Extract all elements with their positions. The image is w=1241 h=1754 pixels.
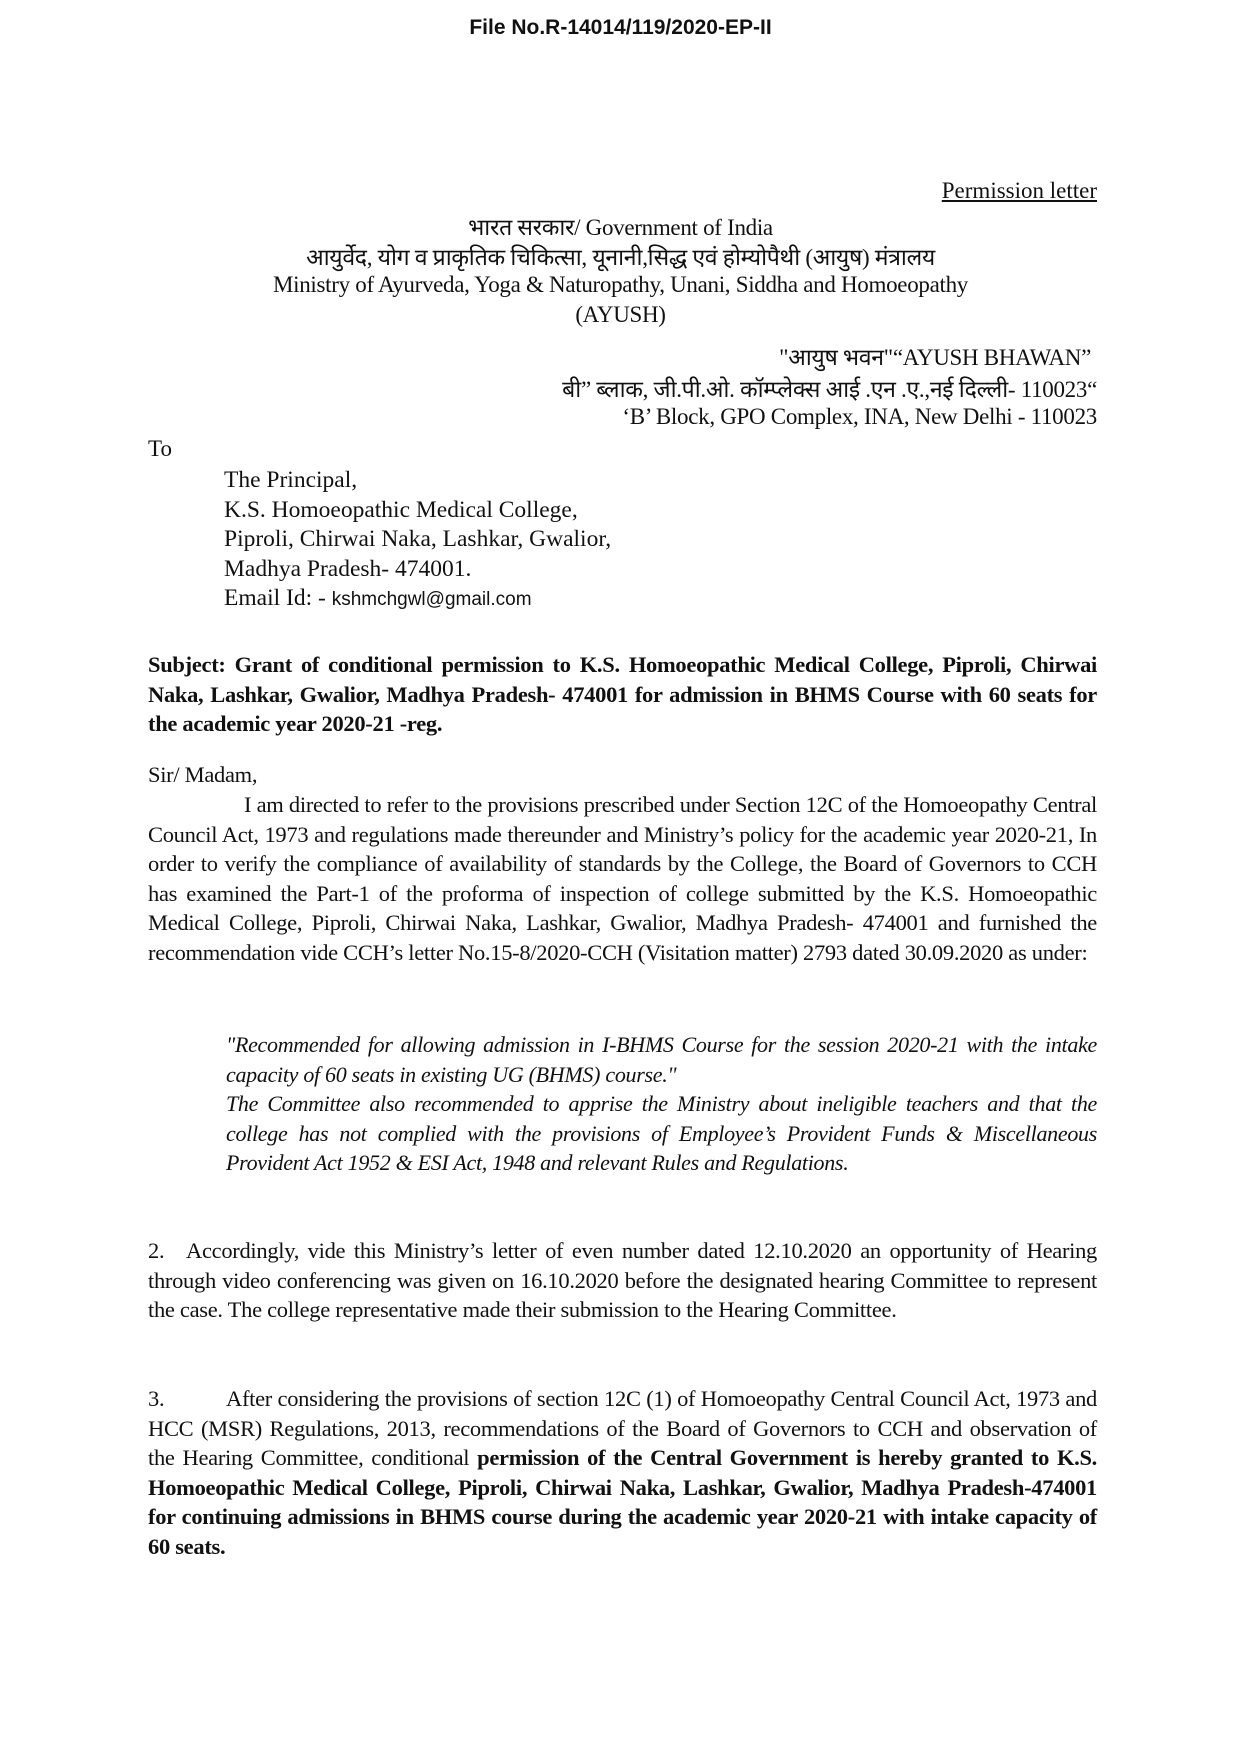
quote-committee-note: The Committee also recommended to apprise the Ministry about ineligible teachers and that the college has not complied with the provisions of Employee’s Provident Funds & Miscellaneous Provident Act 1952 & ESI Act, 1948 and relevant Rules and Regulations. (226, 1091, 1097, 1176)
recipient-line: The Principal, (224, 467, 358, 493)
recipient-line: Madhya Pradesh- 474001. (224, 555, 472, 582)
address-english: ‘B’ Block, GPO Complex, INA, New Delhi - 110023 (622, 404, 1097, 429)
ministry-short-name: (AYUSH) (575, 302, 666, 327)
subject-line: Subject: Grant of conditional permission to K.S. Homoeopathic Medical College, Piproli, Chirwai Naka, Lashkar, Gwalior, Madhya Pradesh- 474001 for admission in BHMS Course with 60 seats for the academic year 2020-21 -reg. (148, 652, 1097, 737)
recipient-address (224, 466, 611, 615)
salutation: Sir/ Madam, (148, 762, 258, 787)
recipient-email-line (224, 584, 611, 615)
government-line: भारत सरकार/ Government of India (468, 215, 773, 240)
recipient-line: K.S. Homoeopathic Medical College, (224, 496, 578, 523)
ministry-name-english: Ministry of Ayurveda, Yoga & Naturopathy, Unani, Siddha and Homoeopathy (272, 272, 969, 297)
bhawan-name: "आयुष भवन"“AYUSH BHAWAN” (779, 345, 1091, 370)
paragraph-number: 3. (148, 1386, 165, 1411)
paragraph-3-grant-text: permission of the Central Government is hereby granted to K.S. Homoeopathic Medical College, Piproli, Chirwai Naka, Lashkar, Gwalior, Madhya Pradesh-474001 for continuing admissions in BHMS course during the academic year 2020-21 with intake capacity of 60 seats. (148, 1445, 1098, 1559)
paragraph-3 (148, 1384, 1097, 1562)
recommendation-quote (226, 1030, 1097, 1178)
email-label: Email Id: - (224, 585, 332, 611)
recipient-line: Piproli, Chirwai Naka, Lashkar, Gwalior, (224, 526, 612, 552)
email-value[interactable]: kshmchgwl@gmail.com (331, 589, 532, 610)
file-number: File No.R-14014/119/2020-EP-II (469, 16, 772, 39)
address-hindi: बी” ब्लाक, जी.पी.ओ. कॉम्प्लेक्स आई .एन .ए.,नई दिल्ली- 110023“ (562, 377, 1097, 402)
paragraph-2 (148, 1236, 1097, 1325)
document-type-title: Permission letter (941, 178, 1097, 203)
paragraph-number: 2. (148, 1238, 165, 1263)
ministry-name-hindi: आयुर्वेद, योग व प्राकृतिक चिकित्सा, यूनानी,सिद्ध एवं होम्योपैथी (आयुष) मंत्रालय (306, 245, 935, 270)
paragraph-3-text: After considering the provisions of section 12C (1) of Homoeopathy Central Council Act, 1973 and HCC (MSR) Regulations, 2013, recommendations of the Board of Governors to CCH and observation of the Hearing Committee, conditional (148, 1386, 1097, 1471)
paragraph-2-text: Accordingly, vide this Ministry’s letter of even number dated 12.10.2020 an opportunity of Hearing through video conferencing was given on 16.10.2020 before the designated hearing Committee to represent the case. The college representative made their submission to the Hearing Committee. (148, 1238, 1097, 1323)
quote-recommendation: "Recommended for allowing admission in I-BHMS Course for the session 2020-21 with the intake capacity of 60 seats in existing UG (BHMS) course." (226, 1032, 1097, 1087)
paragraph-1: I am directed to refer to the provisions prescribed under Section 12C of the Homoeopathy Central Council Act, 1973 and regulations made thereunder and Ministry’s policy for the academic year 2020-21, In order to verify the compliance of availability of standards by the College, the Board of Governors to CCH has examined the Part-1 of the proforma of inspection of college submitted by the K.S. Homoeopathic Medical College, Piproli, Chirwai Naka, Lashkar, Gwalior, Madhya Pradesh- 474001 and furnished the recommendation vide CCH’s letter No.15-8/2020-CCH (Visitation matter) 2793 dated 30.09.2020 as under: (148, 792, 1097, 965)
to-label: To (148, 436, 172, 461)
